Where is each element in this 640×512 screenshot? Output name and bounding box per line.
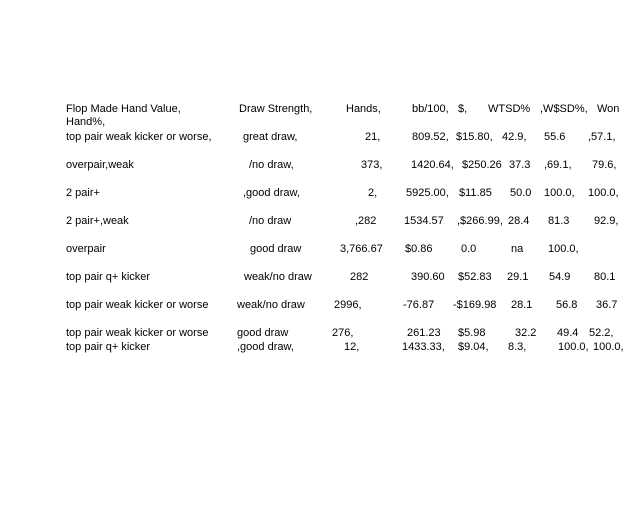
- row-0-draw: great draw,: [243, 131, 298, 143]
- row-1-hands: 373,: [361, 159, 383, 171]
- row-5-wsd: 54.9: [549, 271, 571, 283]
- row-7-wsd: 49.4: [557, 327, 579, 339]
- header-flop: Flop Made Hand Value,: [66, 103, 181, 115]
- row-3-bb: 1534.57: [404, 215, 444, 227]
- row-5-flop: top pair q+ kicker: [66, 271, 151, 283]
- row-1-won: 79.6,: [592, 159, 617, 171]
- row-8-wtsd: 8.3,: [508, 341, 527, 353]
- row-7-wtsd: 32.2: [515, 327, 537, 339]
- row-5-won: 80.1: [594, 271, 616, 283]
- header-draw: Draw Strength,: [239, 103, 313, 115]
- row-4-wsd: 100.0,: [548, 243, 579, 255]
- row-7-won: 52.2,: [589, 327, 614, 339]
- row-5-wtsd: 29.1: [507, 271, 529, 283]
- row-1-dollar: $250.26: [462, 159, 502, 171]
- row-6-won: 36.7: [596, 299, 618, 311]
- row-1-wtsd: 37.3: [509, 159, 531, 171]
- row-0-won: ,57.1,: [588, 131, 616, 143]
- row-0-hands: 21,: [365, 131, 381, 143]
- header-wtsd: WTSD%: [488, 103, 531, 115]
- row-6-draw: weak/no draw: [237, 299, 305, 311]
- row-8-wsd: 100.0,: [558, 341, 589, 353]
- row-4-flop: overpair: [66, 243, 106, 255]
- row-1-draw: /no draw,: [249, 159, 294, 171]
- row-6-wsd: 56.8: [556, 299, 578, 311]
- row-2-won: 100.0,: [588, 187, 619, 199]
- row-6-bb: -76.87: [403, 299, 435, 311]
- header-hands: Hands,: [346, 103, 381, 115]
- row-8-flop: top pair q+ kicker: [66, 341, 151, 353]
- row-3-wsd: 81.3: [548, 215, 570, 227]
- row-3-flop: 2 pair+,weak: [66, 215, 129, 227]
- row-2-wtsd: 50.0: [510, 187, 532, 199]
- row-8-hands: 12,: [344, 341, 360, 353]
- row-4-hands: 3,766.67: [340, 243, 383, 255]
- row-1-flop: overpair,weak: [66, 159, 134, 171]
- row-8-bb: 1433.33,: [402, 341, 445, 353]
- row-8-dollar: $9.04,: [458, 341, 489, 353]
- row-2-draw: ,good draw,: [243, 187, 300, 199]
- row-8-draw: ,good draw,: [237, 341, 294, 353]
- row-1-wsd: ,69.1,: [544, 159, 572, 171]
- header-wsd: ,W$SD%,: [540, 103, 588, 115]
- row-0-wtsd: 42.9,: [502, 131, 527, 143]
- row-2-flop: 2 pair+: [66, 187, 100, 199]
- header-bb: bb/100,: [412, 103, 449, 115]
- row-0-wsd: 55.6: [544, 131, 566, 143]
- row-3-won: 92.9,: [594, 215, 619, 227]
- row-6-dollar: -$169.98: [453, 299, 497, 311]
- row-3-wtsd: 28.4: [508, 215, 530, 227]
- row-3-dollar: ,$266.99,: [457, 215, 503, 227]
- row-8-won: 100.0,: [593, 341, 624, 353]
- row-2-wsd: 100.0,: [544, 187, 575, 199]
- row-7-bb: 261.23: [407, 327, 441, 339]
- row-5-bb: 390.60: [411, 271, 445, 283]
- row-2-hands: 2,: [368, 187, 378, 199]
- header-won: Won: [597, 103, 620, 115]
- row-4-wtsd: na: [511, 243, 524, 255]
- row-0-bb: 809.52,: [412, 131, 449, 143]
- row-5-hands: 282: [350, 271, 369, 283]
- row-3-hands: ,282: [355, 215, 377, 227]
- row-7-flop: top pair weak kicker or worse: [66, 327, 209, 339]
- row-4-bb: $0.86: [405, 243, 433, 255]
- row-6-wtsd: 28.1: [511, 299, 533, 311]
- row-6-hands: 2996,: [334, 299, 362, 311]
- row-3-draw: /no draw: [249, 215, 292, 227]
- header-hand-pct: Hand%,: [66, 116, 106, 128]
- row-7-dollar: $5.98: [458, 327, 486, 339]
- row-5-draw: weak/no draw: [244, 271, 312, 283]
- row-2-bb: 5925.00,: [406, 187, 449, 199]
- row-4-dollar: 0.0: [461, 243, 477, 255]
- row-1-bb: 1420.64,: [411, 159, 454, 171]
- row-0-dollar: $15.80,: [456, 131, 493, 143]
- row-7-hands: 276,: [332, 327, 354, 339]
- row-4-draw: good draw: [250, 243, 302, 255]
- row-7-draw: good draw: [237, 327, 289, 339]
- row-5-dollar: $52.83: [458, 271, 492, 283]
- row-6-flop: top pair weak kicker or worse: [66, 299, 209, 311]
- header-dollar: $,: [458, 103, 468, 115]
- row-0-flop: top pair weak kicker or worse,: [66, 131, 212, 143]
- row-2-dollar: $11.85: [459, 187, 492, 199]
